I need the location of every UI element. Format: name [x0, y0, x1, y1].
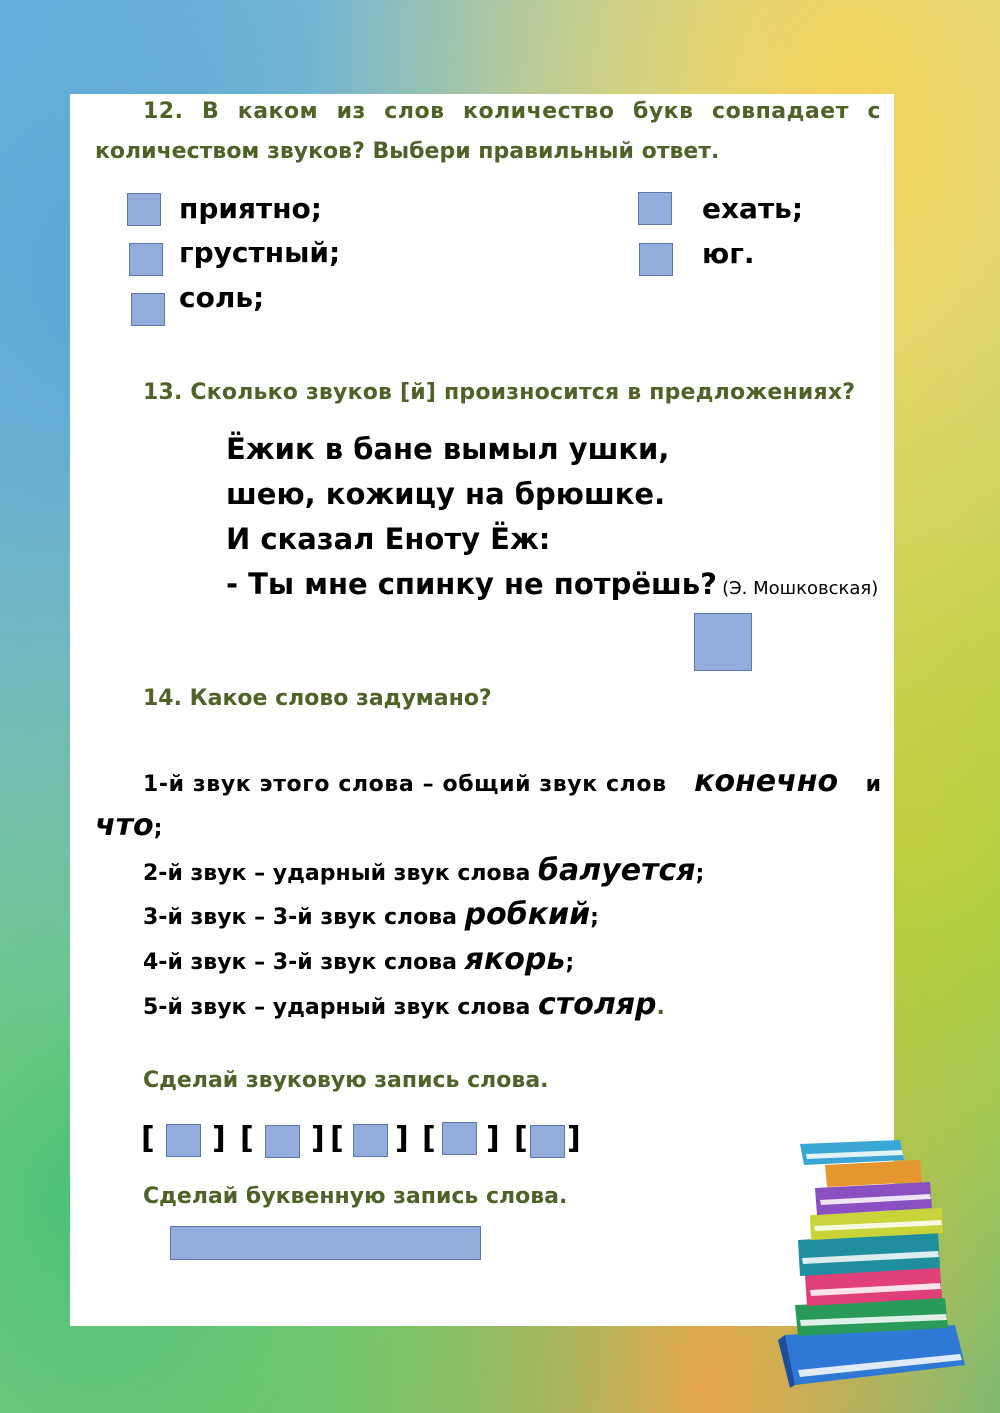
bracket-open-1: [: [141, 1121, 155, 1156]
option-label-4: ехать;: [702, 192, 804, 225]
q12-title-line2: количеством звуков? Выбери правильный ответ.: [95, 139, 720, 164]
answer-checkbox-1[interactable]: [127, 193, 161, 226]
poem-line-4: - Ты мне спинку не потрёшь?: [226, 567, 717, 601]
bracket-open-3: [: [330, 1121, 344, 1156]
clue-line-4: [143, 942, 574, 977]
sound-notation-task: Сделай звуковую запись слова.: [143, 1068, 549, 1093]
clue-line-2: [143, 853, 704, 888]
bracket-close-1: ]: [212, 1121, 226, 1156]
bracket-close-2: ]: [311, 1121, 325, 1156]
clue-2-word: балуется: [538, 853, 696, 888]
clue-2-end: ;: [695, 861, 705, 886]
clue-1-word-chto: что: [95, 808, 154, 843]
clue-line-3: [143, 897, 599, 932]
bracket-open-4: [: [422, 1121, 436, 1156]
q14-title: 14. Какое слово задумано?: [143, 686, 492, 711]
poem-line-1: Ёжик в бане вымыл ушки,: [226, 432, 670, 466]
sound-slot-4[interactable]: [442, 1122, 477, 1155]
poem-author: (Э. Мошковская): [722, 578, 879, 599]
bracket-open-2: [: [240, 1121, 254, 1156]
q12-title-line1: 12. В каком из слов количество букв совпадает с: [143, 99, 881, 124]
clue-line-1: [143, 764, 881, 799]
clue-2-text: 2-й звук – ударный звук слова: [143, 861, 531, 886]
clue-4-word: якорь: [464, 942, 566, 977]
clue-3-text: 3-й звук – 3-й звук слова: [143, 905, 457, 930]
bracket-close-3: ]: [395, 1121, 409, 1156]
letter-notation-task: Сделай буквенную запись слова.: [143, 1184, 568, 1209]
clue-3-end: ;: [590, 905, 599, 930]
clue-5-end: .: [656, 995, 665, 1020]
bracket-close-5: ]: [567, 1121, 581, 1156]
bracket-close-4: ]: [486, 1121, 500, 1156]
q13-answer-box[interactable]: [694, 613, 752, 671]
book-orange: [825, 1160, 922, 1187]
bracket-open-5: [: [514, 1121, 528, 1156]
clue-1-and: и: [865, 772, 881, 797]
sound-slot-3[interactable]: [353, 1124, 388, 1157]
sound-slot-1[interactable]: [166, 1124, 201, 1157]
clue-4-text: 4-й звук – 3-й звук слова: [143, 950, 457, 975]
word-answer-field[interactable]: [170, 1226, 481, 1260]
clue-5-word: столяр: [538, 987, 657, 1022]
books-stack-illustration: [770, 1130, 980, 1400]
q13-title: 13. Сколько звуков [й] произносится в предложениях?: [143, 380, 856, 405]
answer-checkbox-2[interactable]: [129, 243, 163, 276]
clue-line-5: [143, 987, 665, 1022]
poem-line-4-row: [226, 567, 878, 601]
poem-line-2: шею, кожицу на брюшке.: [226, 477, 666, 511]
sound-slot-5[interactable]: [530, 1125, 565, 1158]
clue-line-1-cont: [95, 808, 162, 843]
clue-5-text: 5-й звук – ударный звук слова: [143, 995, 531, 1020]
clue-4-end: ;: [565, 950, 575, 975]
answer-checkbox-3[interactable]: [131, 293, 165, 326]
clue-3-word: робкий: [464, 897, 591, 932]
answer-checkbox-5[interactable]: [639, 243, 673, 276]
option-label-5: юг.: [702, 237, 755, 270]
option-label-3: соль;: [179, 281, 265, 314]
answer-checkbox-4[interactable]: [638, 192, 672, 225]
poem-line-3: И сказал Еноту Ёж:: [226, 522, 551, 556]
clue-1-end: ;: [153, 816, 163, 841]
clue-1-word-konechno: конечно: [694, 764, 839, 799]
option-label-2: грустный;: [179, 236, 341, 269]
clue-1-text: 1-й звук этого слова – общий звук слов: [143, 772, 667, 797]
sound-slot-2[interactable]: [265, 1125, 300, 1158]
option-label-1: приятно;: [179, 192, 322, 225]
